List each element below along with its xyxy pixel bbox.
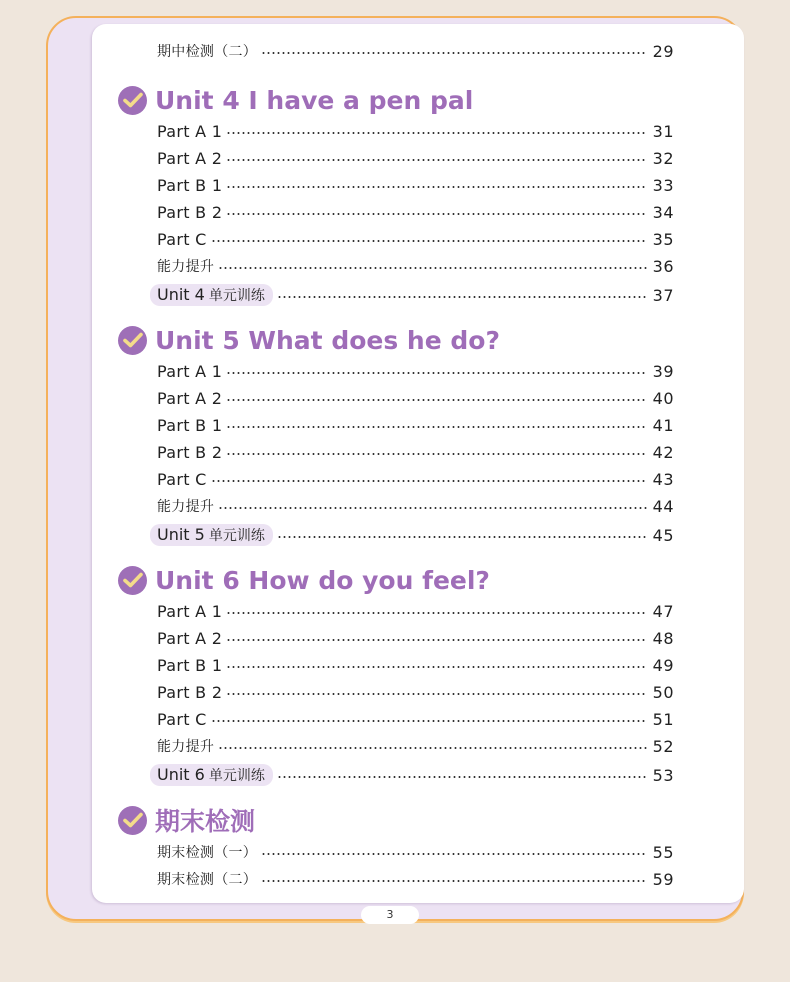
dot-leader	[226, 213, 646, 215]
toc-entry-label: 期末检测（二）	[157, 872, 258, 888]
dot-leader	[226, 132, 646, 134]
dot-leader	[226, 666, 646, 668]
dot-leader	[277, 776, 647, 778]
unit-review-unit: Unit 4	[157, 285, 205, 304]
toc-entry[interactable]	[157, 360, 674, 382]
section-title: Unit 4 I have a pen pal	[155, 85, 474, 115]
toc-entry-page: 40	[652, 388, 674, 408]
dot-leader	[226, 639, 646, 641]
toc-entry[interactable]	[157, 414, 674, 436]
toc-entry-label: Part A 1	[157, 601, 223, 621]
dot-leader	[226, 612, 646, 614]
unit-review-unit: Unit 5	[157, 525, 205, 544]
section-heading-unit-5[interactable]	[118, 324, 500, 356]
toc-entry-page: 52	[652, 736, 674, 756]
dot-leader	[226, 453, 646, 455]
dot-leader	[211, 480, 647, 482]
check-circle-icon	[118, 86, 147, 115]
toc-entry[interactable]	[157, 120, 674, 142]
toc-entry-page: 42	[652, 442, 674, 462]
page-number: 3	[386, 908, 394, 921]
toc-entry[interactable]	[157, 147, 674, 169]
toc-entry-page: 39	[652, 361, 674, 381]
toc-entry-page: 31	[652, 121, 674, 141]
toc-entry-unit-review[interactable]	[157, 764, 674, 786]
toc-entry-unit-review[interactable]	[157, 524, 674, 546]
toc-entry-page: 32	[652, 148, 674, 168]
dot-leader	[226, 399, 646, 401]
unit-review-badge	[150, 284, 273, 306]
unit-review-badge	[150, 524, 273, 546]
section-heading-unit-4[interactable]	[118, 84, 473, 116]
toc-entry-label: Part B 1	[157, 655, 223, 675]
toc-entry-page: 35	[652, 229, 674, 249]
toc-entry[interactable]	[157, 468, 674, 490]
section-heading-unit-6[interactable]	[118, 564, 490, 596]
dot-leader	[226, 372, 646, 374]
toc-entry-page: 34	[652, 202, 674, 222]
toc-entry-label: Part C	[157, 709, 207, 729]
toc-entry-label: Part A 1	[157, 121, 223, 141]
dot-leader	[277, 536, 647, 538]
toc-entry-label: 能力提升	[157, 259, 215, 275]
toc-entry-page: 47	[652, 601, 674, 621]
toc-entry[interactable]	[157, 255, 674, 277]
toc-entry-label: Part B 2	[157, 442, 223, 462]
toc-entry-label: Part C	[157, 469, 207, 489]
toc-entry-label: 能力提升	[157, 739, 215, 755]
dot-leader	[277, 296, 647, 298]
toc-entry[interactable]	[157, 441, 674, 463]
dot-leader	[218, 267, 646, 269]
toc-entry-label: Part B 1	[157, 175, 223, 195]
dot-leader	[218, 507, 646, 509]
dot-leader	[261, 880, 647, 882]
toc-entry-label: 期中检测（二）	[157, 44, 258, 60]
toc-entry[interactable]	[157, 868, 674, 890]
toc-entry-page: 50	[652, 682, 674, 702]
toc-entry-page: 37	[652, 285, 674, 305]
toc-entry-label: Part A 2	[157, 148, 223, 168]
toc-entry[interactable]	[157, 654, 674, 676]
toc-entry-page: 45	[652, 525, 674, 545]
toc-entry-page: 59	[652, 869, 674, 889]
toc-entry[interactable]	[157, 495, 674, 517]
dot-leader	[226, 426, 646, 428]
toc-entry-page: 48	[652, 628, 674, 648]
dot-leader	[226, 693, 646, 695]
toc-entry-page: 44	[652, 496, 674, 516]
section-title: 期末检测	[155, 807, 256, 836]
toc-entry-label: Part A 2	[157, 388, 223, 408]
page-number-tab	[361, 906, 419, 924]
toc-entry-page: 29	[652, 41, 674, 61]
toc-entry-page: 41	[652, 415, 674, 435]
toc-entry-page: 51	[652, 709, 674, 729]
dot-leader	[261, 853, 647, 855]
toc-entry[interactable]	[157, 228, 674, 250]
toc-entry[interactable]	[157, 387, 674, 409]
toc-entry-label: Part A 2	[157, 628, 223, 648]
toc-entry-page: 43	[652, 469, 674, 489]
section-title: Unit 6 How do you feel?	[155, 565, 490, 595]
toc-entry[interactable]	[157, 627, 674, 649]
toc-entry[interactable]	[157, 174, 674, 196]
check-circle-icon	[118, 326, 147, 355]
toc-entry-label: Part B 2	[157, 682, 223, 702]
dot-leader	[218, 747, 646, 749]
toc-entry[interactable]	[157, 841, 674, 863]
toc-entry-page: 55	[652, 842, 674, 862]
toc-entry-midterm-2[interactable]	[157, 40, 674, 62]
dot-leader	[261, 52, 647, 54]
unit-review-label: 单元训练	[208, 768, 265, 784]
toc-entry-page: 33	[652, 175, 674, 195]
unit-review-unit: Unit 6	[157, 765, 205, 784]
toc-entry[interactable]	[157, 681, 674, 703]
toc-entry-label: 能力提升	[157, 499, 215, 515]
toc-entry-page: 53	[652, 765, 674, 785]
dot-leader	[211, 720, 647, 722]
section-heading-final-exam[interactable]	[118, 804, 255, 836]
toc-entry-unit-review[interactable]	[157, 284, 674, 306]
toc-entry-label: 期末检测（一）	[157, 845, 258, 861]
unit-review-label: 单元训练	[208, 528, 265, 544]
toc-entry[interactable]	[157, 201, 674, 223]
toc-entry[interactable]	[157, 735, 674, 757]
dot-leader	[226, 186, 646, 188]
check-circle-icon	[118, 566, 147, 595]
dot-leader	[211, 240, 647, 242]
toc-entry-label: Part B 2	[157, 202, 223, 222]
section-title: Unit 5 What does he do?	[155, 325, 500, 355]
toc-entry[interactable]	[157, 600, 674, 622]
toc-entry-label: Part B 1	[157, 415, 223, 435]
dot-leader	[226, 159, 646, 161]
toc-entry-label: Part C	[157, 229, 207, 249]
toc-entry-page: 49	[652, 655, 674, 675]
toc-entry[interactable]	[157, 708, 674, 730]
toc-entry-label: Part A 1	[157, 361, 223, 381]
toc-entry-page: 36	[652, 256, 674, 276]
unit-review-label: 单元训练	[208, 288, 265, 304]
check-circle-icon	[118, 806, 147, 835]
unit-review-badge	[150, 764, 273, 786]
